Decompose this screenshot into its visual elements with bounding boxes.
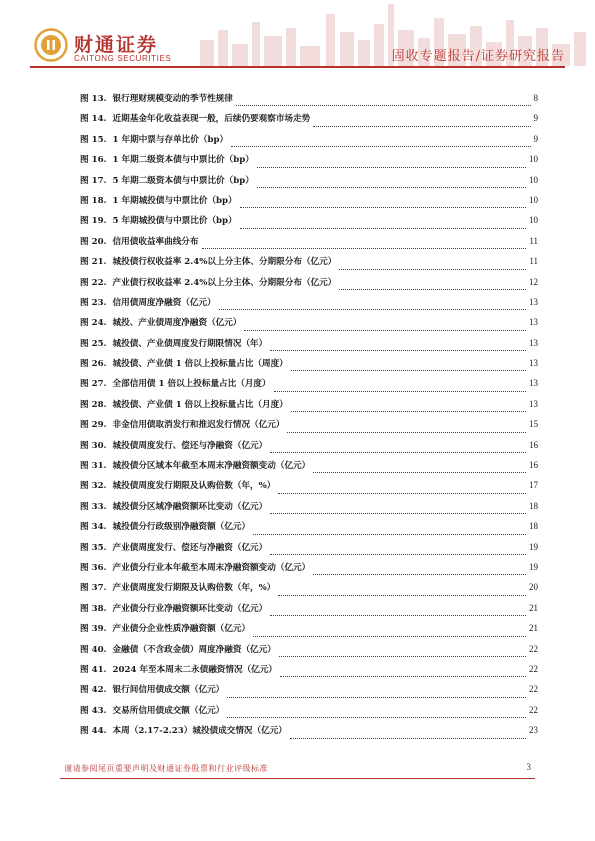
toc-dot-leader (339, 268, 526, 270)
toc-dot-leader (270, 553, 526, 555)
toc-entry[interactable] (80, 174, 538, 194)
toc-figure-label: 图 16. (80, 155, 107, 166)
toc-figure-title: 产业债行权收益率 2.4%以上分主体、分期限分布（亿元） (112, 277, 337, 288)
toc-figure-title: 城投债分区域净融资额环比变动（亿元） (112, 501, 268, 512)
toc-figure-title: 城投债分行政级别净融资额（亿元） (112, 522, 251, 533)
toc-page-number: 11 (529, 235, 538, 246)
toc-figure-label: 图 31. (80, 461, 107, 472)
page-number: 3 (526, 762, 531, 772)
toc-figure-label: 图 44. (80, 726, 107, 737)
toc-entry[interactable] (80, 663, 538, 683)
toc-dot-leader (270, 614, 526, 616)
toc-dot-leader (240, 206, 526, 208)
toc-page-number: 13 (529, 337, 538, 348)
toc-figure-title: 1 年期二级资本债与中票比价（bp） (112, 155, 254, 166)
toc-page-number: 10 (529, 194, 538, 205)
toc-page-number: 13 (529, 378, 538, 389)
toc-entry[interactable] (80, 704, 538, 724)
toc-figure-title: 城投债周度发行期限及认购倍数（年，%） (112, 481, 276, 492)
toc-figure-label: 图 21. (80, 257, 107, 268)
toc-page-number: 8 (533, 93, 538, 103)
report-type: 固收专题报告/证券研究报告 (391, 49, 565, 64)
toc-page-number: 10 (529, 215, 538, 226)
toc-entry[interactable] (80, 377, 538, 397)
toc-page-number: 9 (533, 133, 538, 144)
toc-figure-title: 城投债、产业债周度发行期限情况（年） (112, 338, 268, 349)
toc-page-number: 22 (529, 684, 538, 695)
toc-page-number: 19 (529, 541, 538, 552)
toc-figure-title: 城投债周度发行、偿还与净融资（亿元） (112, 440, 268, 451)
header-divider (30, 66, 565, 68)
toc-dot-leader (313, 125, 530, 127)
toc-figure-title: 产业债分行业本年截至本周末净融资额变动（亿元） (112, 562, 311, 573)
toc-dot-leader (274, 390, 526, 392)
toc-page-number: 19 (529, 561, 538, 572)
toc-entry[interactable] (80, 439, 538, 459)
toc-figure-title: 产业债分企业性质净融资额（亿元） (112, 624, 251, 635)
toc-figure-label: 图 24. (80, 318, 107, 329)
toc-figure-label: 图 20. (80, 236, 107, 247)
toc-dot-leader (231, 145, 530, 147)
toc-figure-title: 近期基金年化收益表现一般，后续仍要观察市场走势 (112, 114, 311, 125)
toc-figure-label: 图 28. (80, 399, 107, 410)
toc-dot-leader (270, 451, 526, 453)
toc-dot-leader (227, 716, 526, 718)
toc-entry[interactable] (80, 418, 538, 438)
toc-page-number: 13 (529, 317, 538, 328)
toc-entry[interactable] (80, 92, 538, 112)
toc-figure-title: 产业债分行业净融资额环比变动（亿元） (112, 603, 268, 614)
toc-dot-leader (290, 737, 526, 739)
toc-dot-leader (219, 308, 526, 310)
toc-figure-label: 图 22. (80, 277, 107, 288)
toc-dot-leader (253, 635, 526, 637)
toc-page-number: 17 (529, 480, 538, 491)
toc-figure-label: 图 27. (80, 379, 107, 390)
toc-page-number: 15 (529, 419, 538, 430)
toc-dot-leader (227, 696, 526, 698)
toc-figure-title: 1 年期城投债与中票比价（bp） (112, 195, 237, 206)
toc-page-number: 11 (529, 256, 538, 267)
toc-figure-title: 城投、产业债周度净融资（亿元） (112, 318, 242, 329)
toc-dot-leader (291, 369, 526, 371)
toc-figure-label: 图 36. (80, 562, 107, 573)
toc-dot-leader (270, 512, 526, 514)
toc-page-number: 22 (529, 663, 538, 674)
toc-figure-title: 5 年期二级资本债与中票比价（bp） (112, 175, 254, 186)
toc-figure-title: 信用债周度净融资（亿元） (112, 297, 216, 308)
toc-dot-leader (280, 675, 526, 677)
toc-figure-title: 金融债（不含政金债）周度净融资（亿元） (112, 644, 276, 655)
toc-entry[interactable] (80, 276, 538, 296)
footer-divider (60, 778, 535, 779)
toc-page-number: 18 (529, 521, 538, 532)
toc-entry[interactable] (80, 581, 538, 601)
toc-page-number: 16 (529, 460, 538, 471)
toc-dot-leader (313, 573, 526, 575)
toc-dot-leader (287, 431, 526, 433)
toc-figure-label: 图 32. (80, 481, 107, 492)
toc-figure-label: 图 33. (80, 501, 107, 512)
toc-figure-label: 图 14. (80, 114, 107, 125)
toc-page-number: 23 (529, 725, 538, 736)
toc-figure-label: 图 30. (80, 440, 107, 451)
toc-dot-leader (202, 247, 527, 249)
toc-page-number: 22 (529, 643, 538, 654)
toc-figure-title: 2024 年至本周末二永债融资情况（亿元） (112, 664, 277, 675)
toc-entry[interactable] (80, 561, 538, 581)
toc-dot-leader (278, 492, 526, 494)
toc-figure-title: 交易所信用债成交额（亿元） (112, 705, 225, 716)
toc-dot-leader (253, 533, 526, 535)
toc-entry[interactable] (80, 622, 538, 642)
caitong-logo-icon (34, 28, 68, 62)
toc-figure-title: 产业债周度发行、偿还与净融资（亿元） (112, 542, 268, 553)
toc-figure-title: 产业债周度发行期限及认购倍数（年，%） (112, 583, 276, 594)
toc-dot-leader (279, 655, 526, 657)
toc-entry[interactable] (80, 194, 538, 214)
toc-page-number: 21 (529, 602, 538, 613)
toc-page-number: 13 (529, 296, 538, 307)
toc-entry[interactable] (80, 316, 538, 336)
toc-figure-label: 图 35. (80, 542, 107, 553)
toc-entry[interactable] (80, 724, 538, 744)
toc-entry[interactable] (80, 643, 538, 663)
toc-dot-leader (257, 166, 526, 168)
toc-figure-title: 全部信用债 1 倍以上投标量占比（月度） (112, 379, 271, 390)
toc-entry[interactable] (80, 357, 538, 377)
footer-disclaimer: 谨请参阅尾页重要声明及财通证券股票和行业评级标准 (64, 764, 268, 773)
toc-entry[interactable] (80, 500, 538, 520)
toc-figure-title: 城投债行权收益率 2.4%以上分主体、分期限分布（亿元） (112, 257, 337, 268)
toc-figure-label: 图 42. (80, 685, 107, 696)
toc-entry[interactable] (80, 541, 538, 561)
page-header (0, 0, 595, 80)
toc-page-number: 20 (529, 582, 538, 593)
toc-page-number: 13 (529, 358, 538, 369)
toc-figure-label: 图 18. (80, 195, 107, 206)
toc-figure-title: 非金信用债取消发行和推迟发行情况（亿元） (112, 420, 285, 431)
toc-entry[interactable] (80, 133, 538, 153)
toc-figure-label: 图 40. (80, 644, 107, 655)
toc-figure-label: 图 25. (80, 338, 107, 349)
toc-dot-leader (339, 288, 526, 290)
toc-figure-label: 图 26. (80, 359, 107, 370)
caitong-logo (34, 24, 174, 68)
toc-figure-label: 图 13. (80, 94, 107, 104)
toc-page-number: 10 (529, 154, 538, 165)
toc-entry[interactable] (80, 112, 538, 132)
toc-page-number: 22 (529, 704, 538, 715)
toc-entry[interactable] (80, 235, 538, 255)
toc-figure-label: 图 38. (80, 603, 107, 614)
toc-figure-title: 银行间信用债成交额（亿元） (112, 685, 225, 696)
figure-list (80, 92, 538, 745)
toc-dot-leader (257, 186, 526, 188)
toc-dot-leader (270, 349, 526, 351)
toc-entry[interactable] (80, 153, 538, 173)
toc-figure-label: 图 17. (80, 175, 107, 186)
toc-dot-leader (291, 410, 526, 412)
toc-figure-title: 信用债收益率曲线分布 (112, 236, 199, 247)
toc-dot-leader (236, 104, 531, 106)
toc-page-number: 18 (529, 500, 538, 511)
toc-figure-label: 图 41. (80, 664, 107, 675)
toc-figure-title: 银行理财规模变动的季节性规律 (112, 94, 233, 104)
toc-entry[interactable] (80, 398, 538, 418)
toc-figure-title: 1 年期中票与存单比价（bp） (112, 134, 229, 145)
toc-page-number: 16 (529, 439, 538, 450)
toc-figure-label: 图 23. (80, 297, 107, 308)
toc-dot-leader (278, 594, 526, 596)
toc-page-number: 21 (529, 623, 538, 634)
toc-dot-leader (240, 227, 526, 229)
toc-figure-title: 5 年期城投债与中票比价（bp） (112, 216, 237, 227)
toc-entry[interactable] (80, 602, 538, 622)
toc-entry[interactable] (80, 296, 538, 316)
toc-figure-label: 图 29. (80, 420, 107, 431)
toc-entry[interactable] (80, 255, 538, 275)
toc-figure-label: 图 34. (80, 522, 107, 533)
toc-page-number: 10 (529, 174, 538, 185)
toc-page-number: 13 (529, 398, 538, 409)
toc-figure-label: 图 19. (80, 216, 107, 227)
toc-figure-title: 本周（2.17-2.23）城投债成交情况（亿元） (112, 726, 287, 737)
toc-entry[interactable] (80, 683, 538, 703)
toc-entry[interactable] (80, 459, 538, 479)
company-name-cn: 财通证券 (74, 34, 159, 56)
toc-figure-label: 图 15. (80, 134, 107, 145)
toc-figure-title: 城投债、产业债 1 倍以上投标量占比（月度） (112, 399, 288, 410)
toc-dot-leader (244, 329, 526, 331)
company-name-en: CAITONG SECURITIES (74, 54, 172, 63)
toc-dot-leader (313, 471, 526, 473)
toc-entry[interactable] (80, 214, 538, 234)
toc-figure-title: 城投债、产业债 1 倍以上投标量占比（周度） (112, 359, 288, 370)
toc-entry[interactable] (80, 479, 538, 499)
toc-entry[interactable] (80, 337, 538, 357)
toc-figure-title: 城投债分区域本年截至本周末净融资额变动（亿元） (112, 461, 311, 472)
toc-page-number: 9 (533, 113, 538, 124)
toc-figure-label: 图 39. (80, 624, 107, 635)
toc-page-number: 12 (529, 276, 538, 287)
toc-entry[interactable] (80, 520, 538, 540)
toc-figure-label: 图 43. (80, 705, 107, 716)
toc-figure-label: 图 37. (80, 583, 107, 594)
